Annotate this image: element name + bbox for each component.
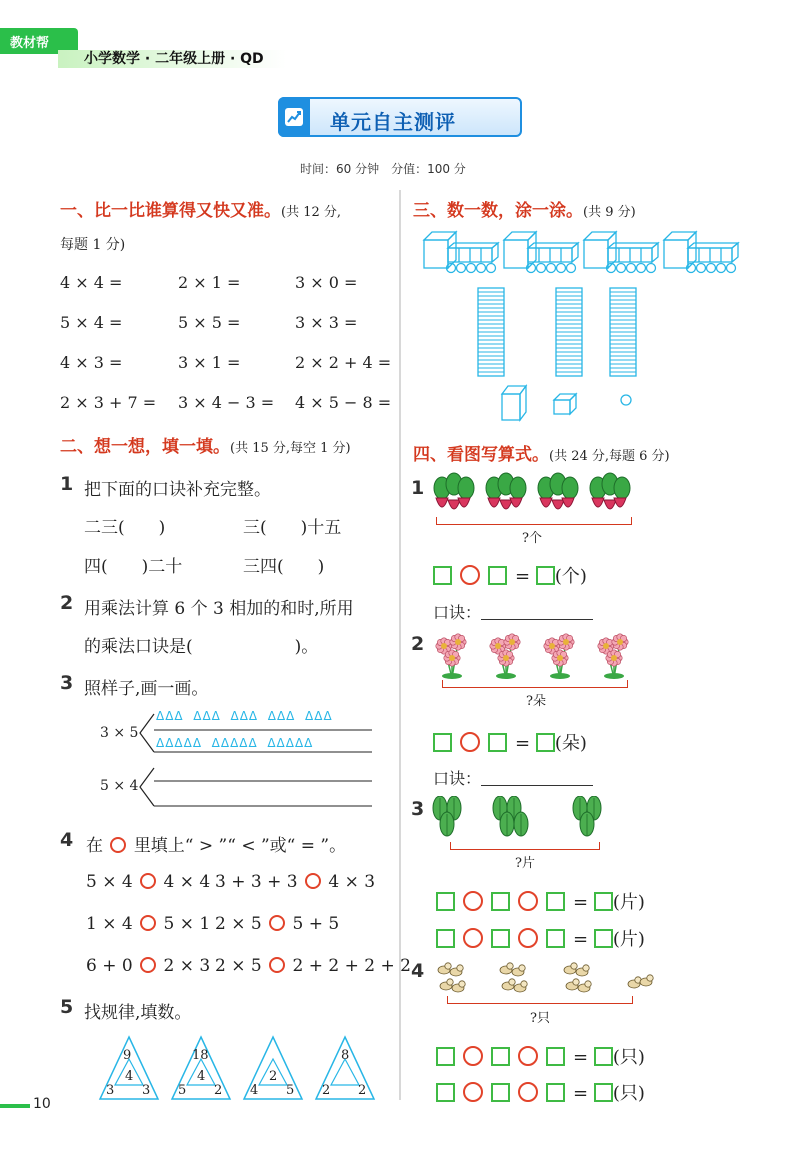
equation-row: = (朵)	[433, 729, 587, 755]
time-score-info: 时间：60 分钟 分值：100 分	[300, 162, 466, 176]
calc-item: 4 × 5 − 8 =	[295, 393, 392, 412]
answer-box[interactable]	[488, 733, 507, 752]
question-number: 1	[411, 477, 425, 499]
number-triangle	[242, 1035, 304, 1101]
question-number: 4	[411, 960, 425, 982]
equation-row: = (只)	[436, 1079, 645, 1105]
answer-box[interactable]	[436, 1047, 455, 1066]
calc-item: 3 × 1 =	[178, 353, 241, 372]
equation-row: = (片)	[436, 888, 645, 914]
rhyme-row: 口诀：	[433, 600, 593, 623]
equation-row: = (只)	[436, 1043, 645, 1069]
triangle-center: 4	[125, 1069, 134, 1084]
brace	[436, 517, 632, 525]
compare-circle[interactable]	[140, 873, 156, 889]
answer-box[interactable]	[491, 1047, 510, 1066]
operator-circle[interactable]	[518, 928, 538, 948]
flower-illustration	[432, 632, 640, 684]
answer-box[interactable]	[436, 929, 455, 948]
leaf-illustration	[432, 796, 612, 844]
triangle-top: 18	[192, 1048, 209, 1063]
operator-circle[interactable]	[518, 1082, 538, 1102]
section1-title: 一、比一比谁算得又快又准。(共 12 分,	[60, 201, 342, 221]
calc-item: 4 × 4 =	[60, 273, 123, 292]
counting-blocks-illustration	[420, 228, 760, 424]
triangle-top: 8	[341, 1048, 350, 1063]
triangle-left: 5	[178, 1083, 187, 1098]
compare-row: 6 + 0 2 × 3	[86, 956, 211, 976]
compare-row: 3 + 3 + 3 4 × 3	[215, 872, 376, 892]
triangle-right: 2	[214, 1083, 223, 1098]
number-triangle	[170, 1035, 232, 1101]
answer-box[interactable]	[536, 733, 555, 752]
calc-item: 3 × 4 − 3 =	[178, 393, 275, 412]
question-text: 找规律,填数。	[84, 1003, 192, 1023]
answer-box[interactable]	[546, 929, 565, 948]
compare-row: 2 × 5 2 + 2 + 2 + 2	[215, 956, 411, 976]
equation-row: = (个)	[433, 562, 587, 588]
answer-box[interactable]	[491, 892, 510, 911]
header-subject: 小学数学 · 二年级上册 · QD	[84, 51, 264, 67]
question-number: 3	[411, 798, 425, 820]
section3-title: 三、数一数，涂一涂。(共 9 分)	[413, 201, 636, 221]
triangle-left: 2	[322, 1083, 331, 1098]
question-number: 2	[411, 633, 425, 655]
question-text: 在 里填上“ > ”“ < ”或“ = ”。	[86, 836, 347, 856]
question-text: 照样子,画一画。	[84, 679, 209, 699]
section2-title: 二、想一想，填一填。(共 15 分,每空 1 分)	[60, 437, 351, 457]
operator-circle[interactable]	[463, 928, 483, 948]
number-triangle	[314, 1035, 376, 1101]
fill-blank[interactable]: 四( )二十	[84, 557, 183, 577]
answer-box[interactable]	[433, 733, 452, 752]
triangle-top: 9	[123, 1048, 132, 1063]
question-number: 4	[60, 829, 74, 851]
triangle-center: 2	[269, 1069, 278, 1084]
page-number: 10	[33, 1096, 51, 1112]
brace	[447, 996, 633, 1004]
brace	[450, 842, 600, 850]
calc-item: 2 × 1 =	[178, 273, 241, 292]
page-bar	[0, 1104, 30, 1108]
operator-circle[interactable]	[463, 1046, 483, 1066]
answer-box[interactable]	[436, 892, 455, 911]
answer-box[interactable]	[594, 1047, 613, 1066]
calc-item: 3 × 3 =	[295, 313, 358, 332]
draw-label: 5 × 4	[100, 778, 139, 794]
chart-trend-icon	[278, 97, 310, 137]
equation-row: = (片)	[436, 925, 645, 951]
brace	[442, 680, 628, 688]
section1-note: 每题 1 分)	[60, 237, 126, 253]
section4-title: 四、看图写算式。(共 24 分,每题 6 分)	[413, 445, 670, 465]
calc-item: 2 × 3 + 7 =	[60, 393, 157, 412]
answer-box[interactable]	[546, 1083, 565, 1102]
triangle-row: ΔΔΔΔΔ ΔΔΔΔΔ ΔΔΔΔΔ	[156, 736, 314, 750]
question-number: 5	[60, 996, 74, 1018]
drawing-area-5x4[interactable]	[138, 762, 374, 812]
question-number: 1	[60, 473, 74, 495]
count-label: ?只	[530, 1011, 550, 1026]
triangle-right: 5	[286, 1083, 295, 1098]
triangle-right: 3	[142, 1083, 151, 1098]
compare-circle[interactable]	[269, 915, 285, 931]
page-title: 单元自主测评	[330, 110, 456, 134]
fill-blank[interactable]: 二三( )	[84, 518, 166, 538]
triangle-left: 3	[106, 1083, 115, 1098]
operator-circle[interactable]	[518, 1046, 538, 1066]
calc-item: 2 × 2 + 4 =	[295, 353, 392, 372]
question-number: 2	[60, 592, 74, 614]
answer-box[interactable]	[546, 892, 565, 911]
count-label: ?片	[515, 856, 535, 871]
operator-circle[interactable]	[463, 891, 483, 911]
circle-icon	[110, 837, 126, 853]
answer-box[interactable]	[433, 566, 452, 585]
triangle-right: 2	[358, 1083, 367, 1098]
question-number: 3	[60, 672, 74, 694]
brand-badge: 教材帮	[0, 28, 78, 54]
question-text[interactable]: 的乘法口诀是( )。	[84, 637, 319, 657]
answer-box[interactable]	[491, 1083, 510, 1102]
draw-label: 3 × 5	[100, 725, 139, 741]
compare-row: 2 × 5 5 + 5	[215, 914, 340, 934]
triangle-row: ΔΔΔ ΔΔΔ ΔΔΔ ΔΔΔ ΔΔΔ	[156, 709, 333, 723]
compare-circle[interactable]	[140, 915, 156, 931]
count-label: ?个	[522, 531, 542, 546]
triangle-center: 4	[197, 1069, 206, 1084]
answer-box[interactable]	[488, 566, 507, 585]
radish-illustration	[432, 470, 640, 518]
question-text: 把下面的口诀补充完整。	[84, 480, 271, 500]
duck-illustration	[432, 958, 662, 1000]
rhyme-row: 口诀：	[433, 766, 593, 789]
count-label: ?朵	[526, 694, 546, 709]
rhyme-blank[interactable]	[481, 604, 593, 620]
triangle-left: 4	[250, 1083, 259, 1098]
answer-box[interactable]	[594, 892, 613, 911]
compare-row: 1 × 4 5 × 1	[86, 914, 211, 934]
calc-item: 4 × 3 =	[60, 353, 123, 372]
operator-circle[interactable]	[463, 1082, 483, 1102]
compare-row: 5 × 4 4 × 4	[86, 872, 211, 892]
operator-circle[interactable]	[518, 891, 538, 911]
question-text: 用乘法计算 6 个 3 相加的和时,所用	[84, 599, 354, 619]
calc-item: 5 × 5 =	[178, 313, 241, 332]
fill-blank[interactable]: 三四( )	[243, 557, 325, 577]
calc-item: 5 × 4 =	[60, 313, 123, 332]
answer-box[interactable]	[594, 1083, 613, 1102]
answer-box[interactable]	[536, 566, 555, 585]
number-triangle	[98, 1035, 160, 1101]
fill-blank[interactable]: 三( )十五	[243, 518, 342, 538]
answer-box[interactable]	[436, 1083, 455, 1102]
calc-item: 3 × 0 =	[295, 273, 358, 292]
compare-circle[interactable]	[305, 873, 321, 889]
rhyme-blank[interactable]	[481, 770, 593, 786]
compare-circle[interactable]	[269, 957, 285, 973]
answer-box[interactable]	[491, 929, 510, 948]
answer-box[interactable]	[594, 929, 613, 948]
compare-circle[interactable]	[140, 957, 156, 973]
answer-box[interactable]	[546, 1047, 565, 1066]
operator-circle[interactable]	[460, 732, 480, 752]
operator-circle[interactable]	[460, 565, 480, 585]
